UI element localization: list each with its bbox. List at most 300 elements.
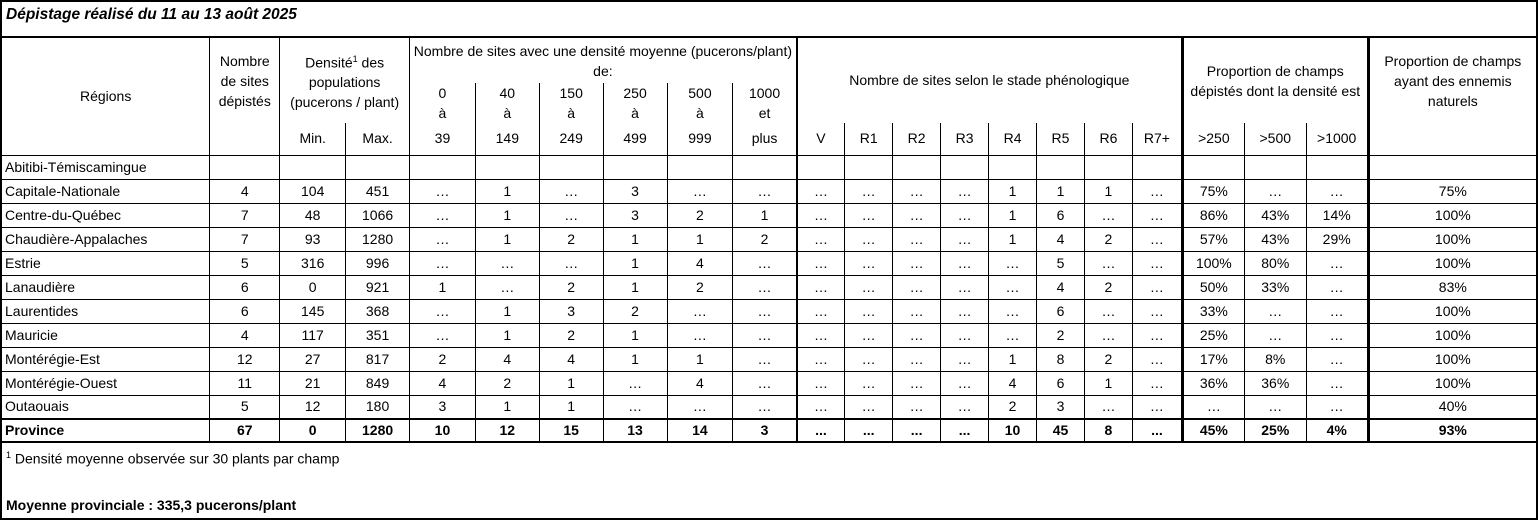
- stage-r3: R3: [941, 123, 989, 155]
- provincial-average: Moyenne provinciale : 335,3 pucerons/plant: [6, 497, 297, 513]
- header-nb-sites: Nombre de sites dépistés: [210, 37, 280, 123]
- cell-stage-v: …: [797, 203, 845, 227]
- cell-stage-r4: 4: [989, 371, 1037, 395]
- cell-prop-1000: …: [1306, 347, 1368, 371]
- cell-bin-0-39: …: [410, 227, 476, 251]
- bin-0-c: 39: [410, 123, 476, 155]
- cell-max: 1280: [346, 419, 410, 442]
- header-nb-sites-blank: [210, 123, 280, 155]
- cell-stage-r1: …: [845, 395, 893, 419]
- cell-max: 849: [346, 371, 410, 395]
- region-name: Mauricie: [2, 323, 210, 347]
- cell-enemies: 83%: [1368, 275, 1536, 299]
- cell-stage-r6: 2: [1084, 227, 1132, 251]
- cell-stage-r5: 6: [1037, 203, 1085, 227]
- cell-bin-1000-plus: …: [733, 323, 797, 347]
- cell-bin-500-999: …: [667, 323, 733, 347]
- cell-stage-v: ...: [797, 419, 845, 442]
- cell-prop-1000: …: [1306, 323, 1368, 347]
- cell-stage-v: …: [797, 323, 845, 347]
- cell-stage-r6: …: [1084, 395, 1132, 419]
- cell-bin-40-149: …: [475, 275, 539, 299]
- stage-r7plus: R7+: [1132, 123, 1182, 155]
- cell-prop-500: [1244, 155, 1306, 179]
- cell-bin-500-999: 1: [667, 347, 733, 371]
- cell-prop-250: 100%: [1182, 251, 1244, 275]
- cell-bin-250-499: 2: [603, 299, 667, 323]
- aphid-screening-table: [2, 36, 1536, 443]
- cell-stage-v: …: [797, 299, 845, 323]
- cell-max: 451: [346, 179, 410, 203]
- cell-bin-1000-plus: …: [733, 347, 797, 371]
- region-name: Montérégie-Ouest: [2, 371, 210, 395]
- bin-5-c: plus: [733, 123, 797, 155]
- cell-max: 368: [346, 299, 410, 323]
- cell-stage-r5: 4: [1037, 275, 1085, 299]
- cell-stage-r3: …: [941, 275, 989, 299]
- cell-bin-500-999: 4: [667, 251, 733, 275]
- cell-enemies: 100%: [1368, 347, 1536, 371]
- cell-stage-v: …: [797, 179, 845, 203]
- stage-r5: R5: [1037, 123, 1085, 155]
- cell-bin-0-39: …: [410, 323, 476, 347]
- cell-min: 93: [280, 227, 346, 251]
- cell-min: 145: [280, 299, 346, 323]
- cell-prop-250: 17%: [1182, 347, 1244, 371]
- table-row: [2, 395, 1536, 419]
- cell-stage-r5: 1: [1037, 179, 1085, 203]
- cell-bin-1000-plus: 3: [733, 419, 797, 442]
- region-name: Abitibi-Témiscamingue: [2, 155, 210, 179]
- cell-stage-r1: …: [845, 323, 893, 347]
- cell-bin-40-149: 2: [475, 371, 539, 395]
- header-max: Max.: [346, 123, 410, 155]
- cell-bin-150-249: 1: [539, 371, 603, 395]
- bin-5-b: et: [733, 103, 797, 123]
- footnote: [6, 450, 339, 467]
- cell-bin-150-249: …: [539, 251, 603, 275]
- cell-bin-150-249: 3: [539, 299, 603, 323]
- bin-4-b: à: [667, 103, 733, 123]
- cell-max: [346, 155, 410, 179]
- cell-stage-r2: …: [893, 251, 941, 275]
- cell-prop-250: 75%: [1182, 179, 1244, 203]
- region-name: Lanaudière: [2, 275, 210, 299]
- header-density-group: Nombre de sites avec une densité moyenne (pucerons/plant) de:: [410, 37, 797, 83]
- cell-nb-sites: 7: [210, 203, 280, 227]
- cell-enemies: [1368, 155, 1536, 179]
- header-enemies-blank: [1368, 123, 1536, 155]
- cell-stage-r7plus: …: [1132, 179, 1182, 203]
- cell-prop-250: [1182, 155, 1244, 179]
- cell-min: 48: [280, 203, 346, 227]
- cell-bin-500-999: …: [667, 395, 733, 419]
- bin-1-a: 40: [475, 83, 539, 103]
- cell-min: [280, 155, 346, 179]
- cell-prop-500: 33%: [1244, 275, 1306, 299]
- cell-bin-250-499: …: [603, 395, 667, 419]
- cell-min: 316: [280, 251, 346, 275]
- cell-prop-1000: …: [1306, 251, 1368, 275]
- cell-nb-sites: 4: [210, 179, 280, 203]
- cell-stage-r5: 6: [1037, 371, 1085, 395]
- cell-stage-r3: …: [941, 347, 989, 371]
- cell-bin-40-149: 1: [475, 395, 539, 419]
- cell-prop-500: …: [1244, 323, 1306, 347]
- footnote-text: Densité moyenne observée sur 30 plants par champ: [11, 450, 340, 467]
- cell-stage-r4: 1: [989, 347, 1037, 371]
- cell-prop-1000: …: [1306, 371, 1368, 395]
- cell-stage-r3: …: [941, 323, 989, 347]
- cell-stage-r2: …: [893, 323, 941, 347]
- cell-bin-500-999: [667, 155, 733, 179]
- cell-stage-r4: 1: [989, 227, 1037, 251]
- cell-bin-250-499: 3: [603, 179, 667, 203]
- cell-max: 1280: [346, 227, 410, 251]
- cell-bin-0-39: …: [410, 251, 476, 275]
- cell-stage-r1: [845, 155, 893, 179]
- cell-enemies: 100%: [1368, 227, 1536, 251]
- cell-nb-sites: 5: [210, 395, 280, 419]
- cell-stage-r1: …: [845, 227, 893, 251]
- cell-prop-250: 45%: [1182, 419, 1244, 442]
- cell-bin-250-499: 13: [603, 419, 667, 442]
- cell-bin-150-249: 15: [539, 419, 603, 442]
- cell-stage-r4: 1: [989, 203, 1037, 227]
- cell-stage-r4: …: [989, 323, 1037, 347]
- cell-enemies: 40%: [1368, 395, 1536, 419]
- cell-stage-r1: …: [845, 347, 893, 371]
- cell-prop-1000: 29%: [1306, 227, 1368, 251]
- cell-stage-r7plus: …: [1132, 227, 1182, 251]
- cell-nb-sites: 6: [210, 275, 280, 299]
- cell-stage-r3: …: [941, 395, 989, 419]
- cell-stage-v: …: [797, 251, 845, 275]
- cell-prop-500: 8%: [1244, 347, 1306, 371]
- cell-stage-r7plus: …: [1132, 323, 1182, 347]
- cell-prop-1000: [1306, 155, 1368, 179]
- cell-stage-r7plus: …: [1132, 347, 1182, 371]
- cell-bin-0-39: …: [410, 299, 476, 323]
- cell-enemies: 100%: [1368, 371, 1536, 395]
- cell-bin-250-499: 1: [603, 227, 667, 251]
- cell-bin-40-149: 1: [475, 203, 539, 227]
- cell-bin-250-499: 1: [603, 275, 667, 299]
- bin-3-a: 250: [603, 83, 667, 103]
- cell-stage-r3: …: [941, 179, 989, 203]
- footnote-mark: 1: [6, 450, 12, 460]
- bin-4-a: 500: [667, 83, 733, 103]
- cell-stage-r5: 6: [1037, 299, 1085, 323]
- cell-stage-r4: 2: [989, 395, 1037, 419]
- table-row: [2, 371, 1536, 395]
- cell-max: 921: [346, 275, 410, 299]
- cell-bin-40-149: 12: [475, 419, 539, 442]
- cell-bin-0-39: …: [410, 179, 476, 203]
- cell-stage-r6: 1: [1084, 179, 1132, 203]
- cell-bin-500-999: 1: [667, 227, 733, 251]
- cell-prop-500: 43%: [1244, 227, 1306, 251]
- cell-stage-r7plus: …: [1132, 275, 1182, 299]
- densite-footnote-mark: 1: [352, 53, 358, 64]
- cell-bin-1000-plus: [733, 155, 797, 179]
- cell-bin-150-249: 4: [539, 347, 603, 371]
- bin-3-b: à: [603, 103, 667, 123]
- region-name: Montérégie-Est: [2, 347, 210, 371]
- cell-bin-250-499: 1: [603, 323, 667, 347]
- cell-bin-250-499: 1: [603, 251, 667, 275]
- cell-stage-r2: …: [893, 275, 941, 299]
- cell-min: 21: [280, 371, 346, 395]
- cell-stage-v: …: [797, 371, 845, 395]
- table-row: [2, 347, 1536, 371]
- stage-r4: R4: [989, 123, 1037, 155]
- cell-bin-250-499: 1: [603, 347, 667, 371]
- table-row: [2, 323, 1536, 347]
- cell-min: 12: [280, 395, 346, 419]
- bin-3-c: 499: [603, 123, 667, 155]
- header-enemies: Proportion de champs ayant des ennemis naturels: [1368, 37, 1536, 123]
- province-row: [2, 419, 1536, 442]
- cell-bin-40-149: 4: [475, 347, 539, 371]
- cell-prop-250: …: [1182, 395, 1244, 419]
- cell-prop-500: 25%: [1244, 419, 1306, 442]
- region-name: Centre-du-Québec: [2, 203, 210, 227]
- table-row: [2, 179, 1536, 203]
- bin-2-c: 249: [539, 123, 603, 155]
- cell-stage-r7plus: [1132, 155, 1182, 179]
- cell-bin-250-499: 3: [603, 203, 667, 227]
- stage-r1: R1: [845, 123, 893, 155]
- cell-stage-r2: ...: [893, 419, 941, 442]
- table-row: [2, 155, 1536, 179]
- cell-prop-500: 80%: [1244, 251, 1306, 275]
- stage-v: V: [797, 123, 845, 155]
- cell-bin-0-39: …: [410, 203, 476, 227]
- bin-4-c: 999: [667, 123, 733, 155]
- cell-bin-1000-plus: …: [733, 299, 797, 323]
- cell-stage-r5: 5: [1037, 251, 1085, 275]
- cell-enemies: 75%: [1368, 179, 1536, 203]
- cell-min: 104: [280, 179, 346, 203]
- cell-stage-r2: …: [893, 371, 941, 395]
- cell-stage-r7plus: …: [1132, 251, 1182, 275]
- cell-prop-250: 86%: [1182, 203, 1244, 227]
- region-name: Capitale-Nationale: [2, 179, 210, 203]
- cell-prop-250: 25%: [1182, 323, 1244, 347]
- region-name: Outaouais: [2, 395, 210, 419]
- cell-nb-sites: 7: [210, 227, 280, 251]
- header-stage-group: Nombre de sites selon le stade phénologique: [797, 37, 1183, 123]
- cell-prop-250: 57%: [1182, 227, 1244, 251]
- cell-stage-r5: 8: [1037, 347, 1085, 371]
- cell-nb-sites: 12: [210, 347, 280, 371]
- cell-bin-1000-plus: …: [733, 251, 797, 275]
- cell-bin-150-249: [539, 155, 603, 179]
- cell-stage-r7plus: ...: [1132, 419, 1182, 442]
- cell-stage-v: …: [797, 275, 845, 299]
- cell-bin-1000-plus: …: [733, 395, 797, 419]
- cell-min: 0: [280, 275, 346, 299]
- cell-bin-40-149: [475, 155, 539, 179]
- cell-bin-150-249: …: [539, 179, 603, 203]
- cell-enemies: 93%: [1368, 419, 1536, 442]
- cell-max: 996: [346, 251, 410, 275]
- densite-label: Densité: [305, 54, 353, 71]
- cell-stage-r3: …: [941, 251, 989, 275]
- cell-bin-150-249: 1: [539, 395, 603, 419]
- cell-stage-r2: …: [893, 227, 941, 251]
- cell-bin-500-999: 2: [667, 275, 733, 299]
- stage-r2: R2: [893, 123, 941, 155]
- cell-bin-150-249: …: [539, 203, 603, 227]
- cell-stage-r6: [1084, 155, 1132, 179]
- cell-stage-r4: …: [989, 251, 1037, 275]
- cell-bin-1000-plus: 1: [733, 203, 797, 227]
- header-densite: [280, 37, 410, 123]
- cell-prop-1000: 14%: [1306, 203, 1368, 227]
- cell-stage-r6: 2: [1084, 347, 1132, 371]
- cell-stage-r3: …: [941, 227, 989, 251]
- cell-stage-r6: 1: [1084, 371, 1132, 395]
- cell-min: 27: [280, 347, 346, 371]
- cell-stage-r5: [1037, 155, 1085, 179]
- table-row: [2, 227, 1536, 251]
- cell-stage-r3: …: [941, 203, 989, 227]
- cell-bin-1000-plus: 2: [733, 227, 797, 251]
- cell-stage-v: [797, 155, 845, 179]
- cell-bin-500-999: 2: [667, 203, 733, 227]
- bin-2-a: 150: [539, 83, 603, 103]
- cell-bin-0-39: 1: [410, 275, 476, 299]
- cell-stage-r4: 1: [989, 179, 1037, 203]
- cell-stage-r3: [941, 155, 989, 179]
- cell-stage-r2: …: [893, 347, 941, 371]
- region-name: Estrie: [2, 251, 210, 275]
- cell-stage-r1: …: [845, 251, 893, 275]
- cell-stage-r4: …: [989, 275, 1037, 299]
- cell-max: 817: [346, 347, 410, 371]
- region-name: Laurentides: [2, 299, 210, 323]
- prop-500: >500: [1244, 123, 1306, 155]
- cell-stage-r7plus: …: [1132, 395, 1182, 419]
- cell-prop-1000: 4%: [1306, 419, 1368, 442]
- cell-bin-150-249: 2: [539, 227, 603, 251]
- cell-prop-1000: …: [1306, 395, 1368, 419]
- cell-prop-250: 50%: [1182, 275, 1244, 299]
- cell-bin-40-149: …: [475, 251, 539, 275]
- cell-bin-500-999: …: [667, 299, 733, 323]
- header-prop-group: Proportion de champs dépistés dont la densité est: [1182, 37, 1368, 123]
- cell-stage-r2: …: [893, 203, 941, 227]
- cell-stage-r5: 45: [1037, 419, 1085, 442]
- bin-2-b: à: [539, 103, 603, 123]
- header-min: Min.: [280, 123, 346, 155]
- cell-nb-sites: 11: [210, 371, 280, 395]
- cell-bin-150-249: 2: [539, 275, 603, 299]
- cell-bin-500-999: 4: [667, 371, 733, 395]
- cell-prop-1000: …: [1306, 275, 1368, 299]
- bin-5-a: 1000: [733, 83, 797, 103]
- stage-r6: R6: [1084, 123, 1132, 155]
- cell-max: 180: [346, 395, 410, 419]
- cell-stage-r6: …: [1084, 251, 1132, 275]
- cell-bin-250-499: …: [603, 371, 667, 395]
- cell-stage-r4: [989, 155, 1037, 179]
- cell-enemies: 100%: [1368, 203, 1536, 227]
- cell-stage-r7plus: …: [1132, 299, 1182, 323]
- cell-enemies: 100%: [1368, 299, 1536, 323]
- cell-stage-r1: …: [845, 203, 893, 227]
- cell-bin-0-39: 4: [410, 371, 476, 395]
- cell-stage-r7plus: …: [1132, 371, 1182, 395]
- cell-stage-r4: …: [989, 299, 1037, 323]
- table-row: [2, 275, 1536, 299]
- cell-bin-40-149: 1: [475, 299, 539, 323]
- cell-bin-500-999: …: [667, 179, 733, 203]
- densite-label-rest: des populations (pucerons / plant): [290, 54, 400, 111]
- table-row: [2, 299, 1536, 323]
- cell-stage-r6: …: [1084, 203, 1132, 227]
- bin-0-b: à: [410, 103, 476, 123]
- cell-nb-sites: 5: [210, 251, 280, 275]
- cell-prop-1000: …: [1306, 179, 1368, 203]
- cell-bin-150-249: 2: [539, 323, 603, 347]
- cell-stage-r3: …: [941, 299, 989, 323]
- cell-stage-r4: 10: [989, 419, 1037, 442]
- cell-stage-r5: 4: [1037, 227, 1085, 251]
- cell-bin-1000-plus: …: [733, 179, 797, 203]
- cell-prop-1000: …: [1306, 299, 1368, 323]
- region-name: Chaudière-Appalaches: [2, 227, 210, 251]
- cell-max: 1066: [346, 203, 410, 227]
- cell-bin-0-39: 2: [410, 347, 476, 371]
- cell-bin-40-149: 1: [475, 179, 539, 203]
- cell-bin-250-499: [603, 155, 667, 179]
- report-title: Dépistage réalisé du 11 au 13 août 2025: [6, 6, 297, 23]
- prop-1000: >1000: [1306, 123, 1368, 155]
- cell-bin-0-39: 10: [410, 419, 476, 442]
- cell-stage-r1: …: [845, 275, 893, 299]
- cell-min: 0: [280, 419, 346, 442]
- cell-stage-r2: …: [893, 395, 941, 419]
- cell-bin-1000-plus: …: [733, 371, 797, 395]
- cell-prop-500: 43%: [1244, 203, 1306, 227]
- cell-stage-r1: …: [845, 179, 893, 203]
- cell-stage-r1: ...: [845, 419, 893, 442]
- cell-bin-0-39: [410, 155, 476, 179]
- cell-stage-r1: …: [845, 299, 893, 323]
- header-regions: Régions: [2, 37, 210, 155]
- cell-stage-r7plus: …: [1132, 203, 1182, 227]
- cell-nb-sites: 6: [210, 299, 280, 323]
- cell-bin-500-999: 14: [667, 419, 733, 442]
- cell-stage-r2: …: [893, 179, 941, 203]
- cell-stage-r3: …: [941, 371, 989, 395]
- cell-prop-500: …: [1244, 395, 1306, 419]
- cell-stage-v: …: [797, 227, 845, 251]
- cell-stage-v: …: [797, 395, 845, 419]
- table-header: [2, 37, 1536, 155]
- cell-min: 117: [280, 323, 346, 347]
- cell-stage-r6: 2: [1084, 275, 1132, 299]
- cell-prop-500: …: [1244, 179, 1306, 203]
- bin-0-a: 0: [410, 83, 476, 103]
- cell-enemies: 100%: [1368, 323, 1536, 347]
- cell-nb-sites: 4: [210, 323, 280, 347]
- table-body: [2, 155, 1536, 442]
- bin-1-b: à: [475, 103, 539, 123]
